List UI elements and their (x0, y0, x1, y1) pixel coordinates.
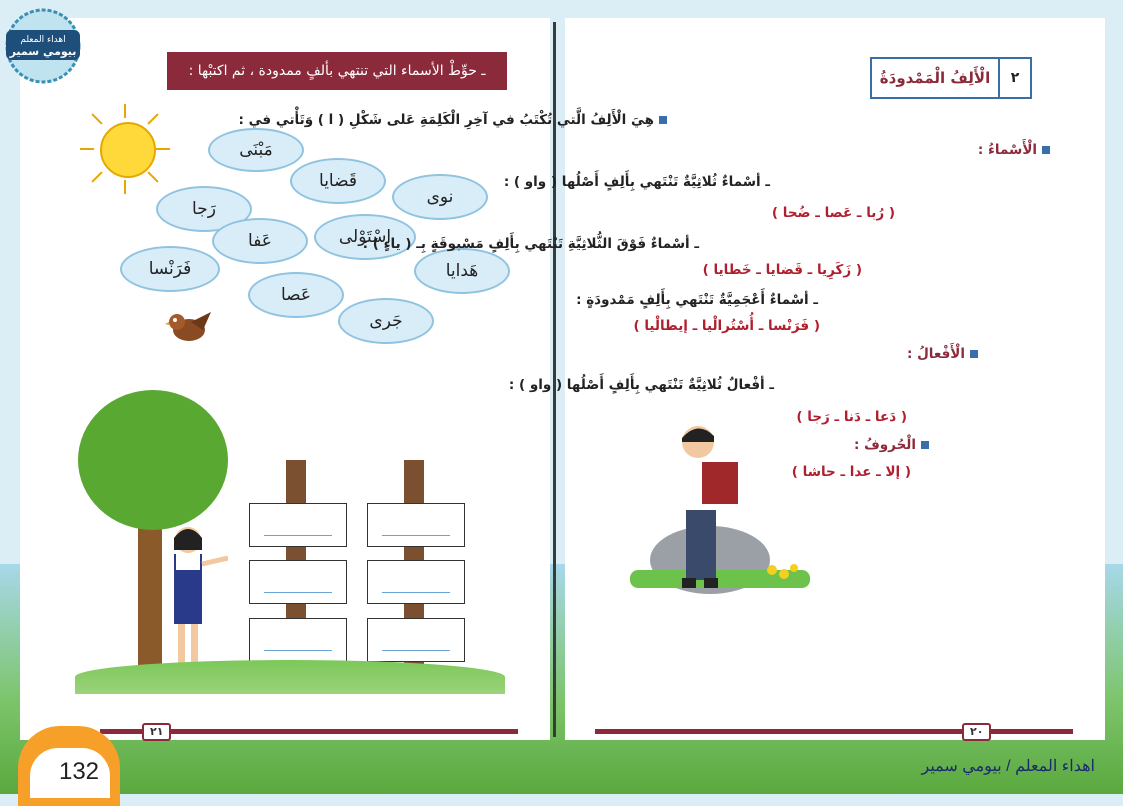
teacher-logo (2, 8, 84, 84)
word-cloud[interactable]: قَضايا (290, 158, 386, 204)
answer-line (264, 592, 332, 593)
example-2: ( زَكَرِيا ـ قَضايا ـ خَطايا ) (702, 262, 862, 278)
letters-heading-label: الْحُروفُ : (854, 437, 916, 453)
page-number-right: ٢٠ (962, 723, 991, 741)
definition-text (239, 112, 667, 128)
bullet-icon (970, 350, 978, 358)
lesson-header (870, 57, 1032, 99)
example-1: ( رُبا ـ عَصا ـ ضُحا ) (771, 205, 895, 221)
sun-ray (124, 180, 126, 194)
footer-line (595, 729, 1073, 734)
logo-line1: اهداء المعلم (20, 35, 66, 45)
word-cloud[interactable]: اسْتَوْلى (314, 214, 416, 260)
example-3: ( فَرَنْسا ـ أُسْتُرالْيا ـ إيطالْيا ) (633, 318, 820, 334)
answer-line (382, 535, 450, 536)
definition-label: هِيَ الْأَلِفُ الَّتي تُكْتَبُ في آخِرِ الْكَلِمَةِ عَلى شَكْلِ ( ا ) وَتَأْتي في : (238, 112, 654, 128)
word-cloud[interactable]: هَدايا (414, 248, 510, 294)
badge-page-number: 132 (58, 758, 100, 785)
answer-box[interactable] (249, 618, 347, 662)
word-cloud[interactable]: عَفا (212, 218, 308, 264)
nouns-heading (978, 142, 1050, 158)
rule-1: ـ أسْماءٌ ثُلاثِيَّةٌ تَنْتَهي بِأَلِفٍ أَصْلُها ( واو ) : (503, 174, 770, 190)
answer-box[interactable] (367, 618, 465, 662)
boy-reading-icon (630, 420, 810, 610)
rule-4: ـ أفْعالٌ ثُلاثِيَّةٌ تَنْتَهي بِأَلِفٍ أَصْلُها ( واو ) : (508, 377, 774, 393)
bird-icon (165, 308, 215, 348)
word-cloud[interactable]: نوى (392, 174, 488, 220)
example-4: ( دَعا ـ دَنا ـ رَجا ) (796, 409, 907, 425)
page-number-left: ٢١ (142, 723, 171, 741)
credit-text: اهداء المعلم / بيومي سمير (921, 758, 1095, 775)
word-cloud[interactable]: رَجا (156, 186, 252, 232)
tree-icon (78, 390, 228, 530)
rule-3: ـ أسْماءٌ أَعْجَمِيَّةٌ تَنْتَهي بِأَلِفٍ مَمْدودَةٍ : (576, 292, 818, 308)
verbs-heading-label: الْأَفْعالُ : (906, 346, 965, 362)
bullet-icon (659, 116, 667, 124)
word-cloud[interactable]: جَرى (338, 298, 434, 344)
lesson-number: ٢ (998, 59, 1030, 97)
word-cloud[interactable]: فَرَنْسا (120, 246, 220, 292)
answer-box[interactable] (367, 560, 465, 604)
nouns-heading-label: الْأَسْماءُ : (977, 142, 1037, 158)
word-cloud[interactable]: مَبْنَى (208, 128, 304, 172)
sun-ray (80, 148, 94, 150)
exercise-instruction: ـ حوِّطْ الأسماء التي تنتهي بألفٍ ممدودة ، ثم اكتبْها : (167, 52, 507, 90)
verbs-heading (907, 346, 978, 362)
grass (75, 660, 505, 694)
answer-box[interactable] (249, 560, 347, 604)
word-cloud[interactable]: عَصا (248, 272, 344, 318)
sun-ray (156, 148, 170, 150)
example-5: ( إلا ـ عدا ـ حاشا ) (791, 464, 911, 480)
letters-heading (854, 437, 929, 453)
answer-line (382, 592, 450, 593)
bullet-icon (921, 441, 929, 449)
answer-box[interactable] (367, 503, 465, 547)
answer-line (264, 535, 332, 536)
answer-line (382, 650, 450, 651)
logo-line2: بيومي سمير (9, 45, 77, 58)
bullet-icon (1042, 146, 1050, 154)
lesson-title: الْأَلِفُ الْمَمْدودَةُ (879, 69, 991, 87)
rule-2: ـ أسْماءٌ فَوْقَ الثُّلاثِيَّةِ تَنْتَهي بِأَلِفٍ مَسْبوقَةٍ بِـ ( ياءٍ ) : (362, 236, 699, 252)
answer-line (264, 650, 332, 651)
answer-box[interactable] (249, 503, 347, 547)
sun-ray (124, 104, 126, 118)
sun-icon (100, 122, 156, 178)
